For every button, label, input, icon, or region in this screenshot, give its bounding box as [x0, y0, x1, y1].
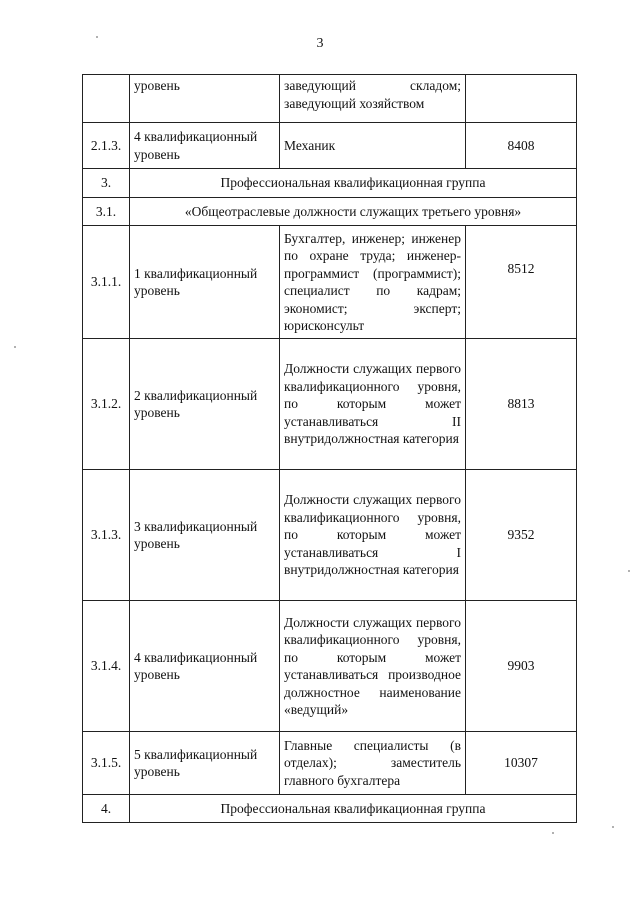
position-cell: Должности служащих первого квалификационного уровня, по которым может устанавливаться II внутридолжностная категория — [280, 339, 466, 470]
table-row — [83, 601, 577, 732]
group-header-row — [83, 795, 577, 823]
row-number-cell — [83, 75, 130, 123]
qualification-level-cell: уровень — [130, 75, 280, 123]
salary-cell: 8813 — [466, 339, 577, 470]
group-title-cell: Профессиональная квалификационная группа — [130, 795, 577, 823]
salary-cell: 8408 — [466, 123, 577, 169]
position-cell: Должности служащих первого квалификационного уровня, по которым может устанавливаться I внутридолжностная категория — [280, 470, 466, 601]
position-cell: Бухгалтер, инженер; инженер по охране труда; инженер-программист (программист); специалист по кадрам; экономист; эксперт; юрисконсульт — [280, 226, 466, 339]
scan-speck — [612, 826, 614, 828]
table-row — [83, 470, 577, 601]
row-number-cell: 4. — [83, 795, 130, 823]
scan-speck — [628, 570, 630, 572]
salary-cell — [466, 75, 577, 123]
row-number-cell: 3.1.1. — [83, 226, 130, 339]
qualification-level-cell: 4 квалификационный уровень — [130, 123, 280, 169]
scan-speck — [14, 346, 16, 348]
table-row — [83, 75, 577, 123]
qualification-level-cell: 3 квалификационный уровень — [130, 470, 280, 601]
qualification-level-cell: 4 квалификационный уровень — [130, 601, 280, 732]
scan-speck — [552, 832, 554, 834]
salary-cell: 10307 — [466, 732, 577, 795]
position-cell: Должности служащих первого квалификационного уровня, по которым может устанавливаться производное должностное наименование «ведущий» — [280, 601, 466, 732]
row-number-cell: 3.1.3. — [83, 470, 130, 601]
row-number-cell: 3. — [83, 169, 130, 198]
row-number-cell: 2.1.3. — [83, 123, 130, 169]
page-number: 3 — [316, 36, 324, 51]
salary-table — [82, 74, 577, 823]
table-row — [83, 123, 577, 169]
qualification-level-cell: 5 квалификационный уровень — [130, 732, 280, 795]
scan-speck — [96, 36, 98, 38]
table-row — [83, 339, 577, 470]
qualification-level-cell: 1 квалификационный уровень — [130, 226, 280, 339]
group-header-row — [83, 198, 577, 226]
position-cell: Механик — [280, 123, 466, 169]
qualification-level-cell: 2 квалификационный уровень — [130, 339, 280, 470]
group-title-cell: «Общеотраслевые должности служащих третьего уровня» — [130, 198, 577, 226]
row-number-cell: 3.1.2. — [83, 339, 130, 470]
row-number-cell: 3.1.5. — [83, 732, 130, 795]
group-title-cell: Профессиональная квалификационная группа — [130, 169, 577, 198]
salary-cell: 9352 — [466, 470, 577, 601]
table-row — [83, 732, 577, 795]
salary-cell: 8512 — [466, 226, 577, 339]
table-row — [83, 226, 577, 339]
row-number-cell: 3.1.4. — [83, 601, 130, 732]
position-cell: Главные специалисты (в отделах); заместитель главного бухгалтера — [280, 732, 466, 795]
group-header-row — [83, 169, 577, 198]
row-number-cell: 3.1. — [83, 198, 130, 226]
salary-cell: 9903 — [466, 601, 577, 732]
position-cell: заведующий складом; заведующий хозяйством — [280, 75, 466, 123]
